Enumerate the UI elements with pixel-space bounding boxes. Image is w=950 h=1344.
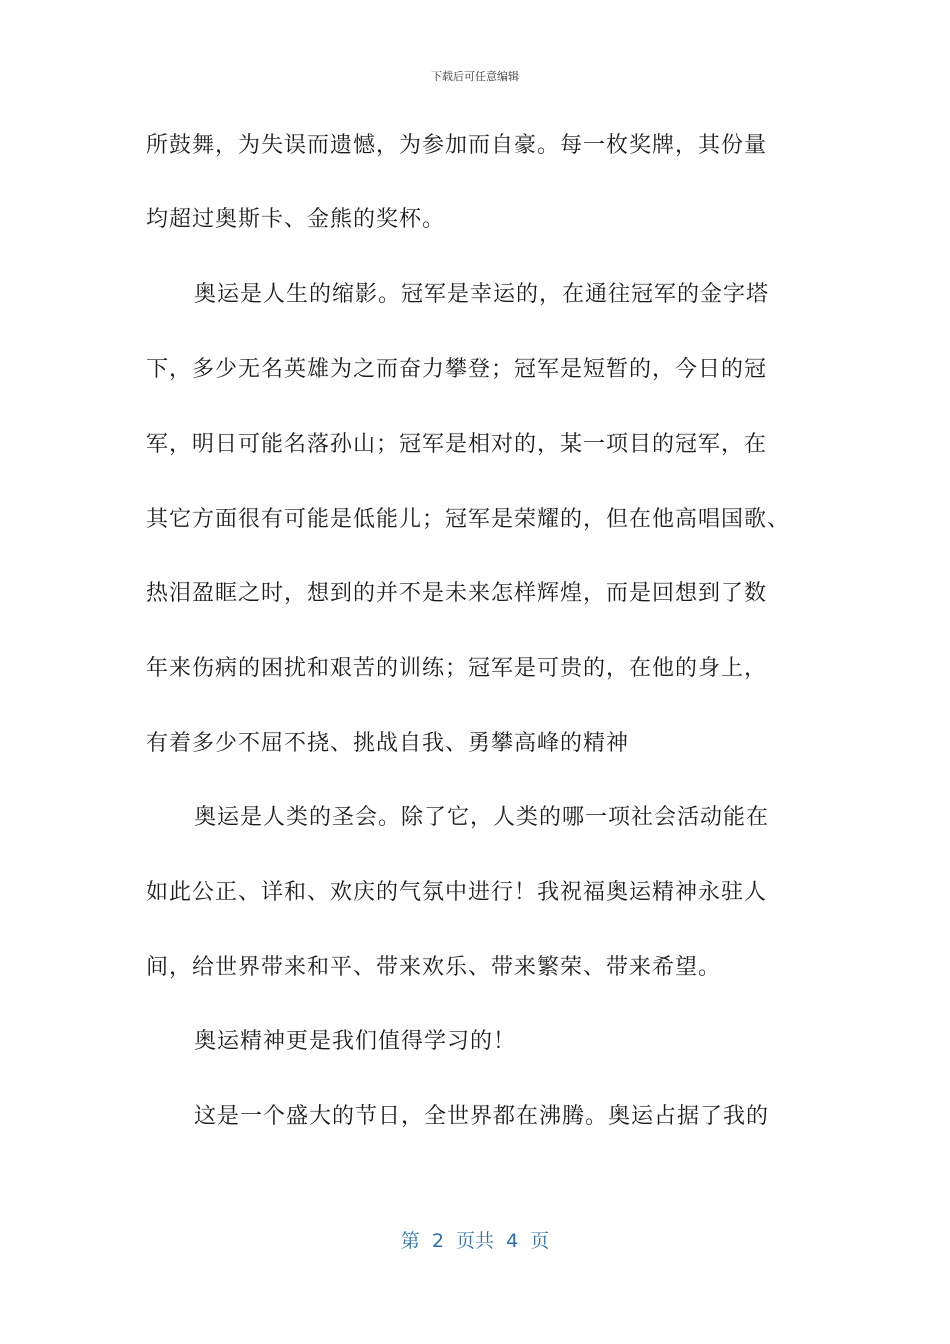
text-line: 其它方面很有可能是低能儿；冠军是荣耀的，但在他高唱国歌、 (146, 507, 791, 532)
text-line: 间，给世界带来和平、带来欢乐、带来繁荣、带来希望。 (146, 955, 722, 980)
text-line: 如此公正、详和、欢庆的气氛中进行！我祝福奥运精神永驻人 (146, 880, 768, 905)
text-line: 热泪盈眶之时，想到的并不是未来怎样辉煌，而是回想到了数 (146, 581, 768, 606)
text-line: 所鼓舞，为失误而遗憾，为参加而自豪。每一枚奖牌，其份量 (146, 133, 768, 158)
text-line: 有着多少不屈不挠、挑战自我、勇攀高峰的精神 (146, 731, 630, 756)
page-number: 第 2 页共 4 页 (400, 1230, 550, 1252)
paragraph-first-line: 奥运是人生的缩影。冠军是幸运的，在通往冠军的金字塔 (194, 282, 770, 307)
paragraph-first-line: 奥运是人类的圣会。除了它，人类的哪一项社会活动能在 (194, 805, 770, 830)
text-line: 军，明日可能名落孙山；冠军是相对的，某一项目的冠军，在 (146, 432, 768, 457)
text-line: 均超过奥斯卡、金熊的奖杯。 (146, 207, 446, 232)
paragraph-first-line: 奥运精神更是我们值得学习的！ (194, 1029, 517, 1054)
text-line: 年来伤病的困扰和艰苦的训练；冠军是可贵的，在他的身上， (146, 656, 768, 681)
paragraph-first-line: 这是一个盛大的节日，全世界都在沸腾。奥运占据了我的 (194, 1104, 770, 1129)
header-note: 下载后可任意编辑 (431, 70, 519, 83)
text-line: 下，多少无名英雄为之而奋力攀登；冠军是短暂的，今日的冠 (146, 357, 768, 382)
